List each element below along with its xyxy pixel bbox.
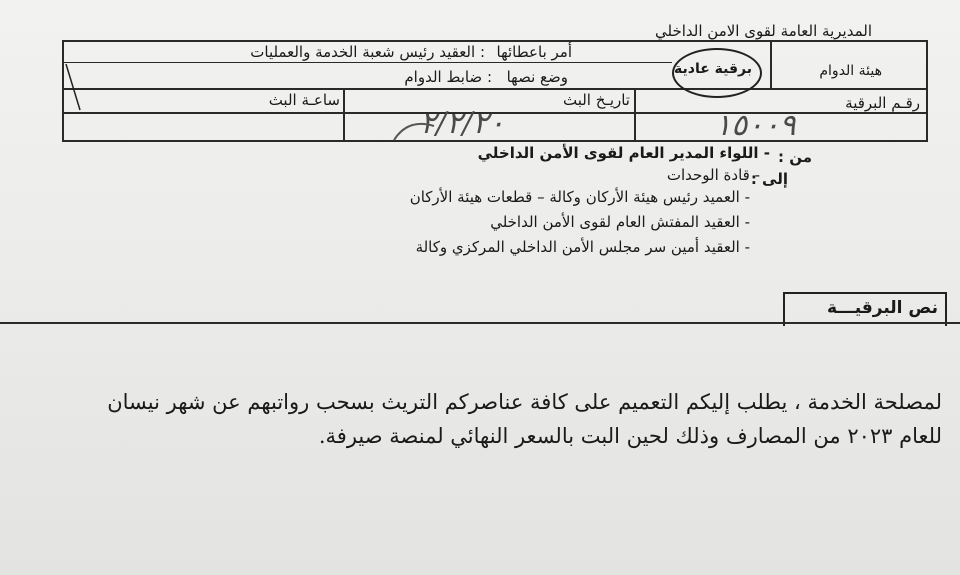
- col-time-header: ساعـة البث: [268, 91, 340, 109]
- telegram-number: ١٥٠٠٩: [715, 108, 796, 143]
- corner-slash: [64, 62, 84, 114]
- composed-by-label: وضع نصها: [506, 68, 568, 86]
- duty-office-label: هيئة الدوام: [819, 63, 882, 79]
- col-number-header: رقـم البرقية: [845, 94, 920, 112]
- body-line-1: لمصلحة الخدمة ، يطلب إليكم التعميم على كافة عناصركم التريث بسحب رواتبهم عن شهر نيسان: [107, 390, 942, 414]
- from-label: من :: [777, 148, 812, 166]
- body-line-2: للعام ٢٠٢٣ من المصارف وذلك لحين البت بالسعر النهائي لمنصة صيرفة.: [318, 424, 942, 448]
- date-scribble: [390, 116, 440, 144]
- body-title-underline: [0, 322, 960, 324]
- col-sep-2: [634, 88, 636, 142]
- form-right-border: [926, 40, 928, 142]
- recipient-1: - قادة الوحدات: [666, 166, 760, 184]
- org-header: المديرية العامة لقوى الامن الداخلي: [655, 22, 872, 40]
- recipient-4: - العقيد أمين سر مجلس الأمن الداخلي المركزي وكالة: [415, 238, 750, 256]
- to-label: إلى :: [750, 170, 788, 188]
- form-line-2: [62, 62, 672, 63]
- form-top-line: [62, 40, 928, 42]
- telegram-date: ٢/٢/٢٠: [420, 106, 505, 141]
- stamp-label: برقية عادية: [674, 61, 752, 77]
- composed-by-value: : ضابط الدوام: [404, 68, 492, 86]
- from-value: - اللواء المدير العام لقوى الأمن الداخلي: [477, 144, 770, 162]
- recipient-3: - العقيد المفتش العام لقوى الأمن الداخلي: [490, 213, 750, 231]
- row-sep-3: [770, 40, 772, 90]
- ordered-by-value: : العقيد رئيس شعبة الخدمة والعمليات: [250, 43, 485, 61]
- body-title: نص البرقيـــة: [826, 298, 938, 318]
- ordered-by-label: أمر باعطائها: [496, 43, 572, 61]
- form-line-3: [62, 88, 928, 90]
- col-date-header: تاريـخ البث: [562, 91, 630, 109]
- col-sep-1: [343, 88, 345, 142]
- recipient-2: - العميد رئيس هيئة الأركان وكالة – قطعات هيئة الأركان: [409, 188, 750, 206]
